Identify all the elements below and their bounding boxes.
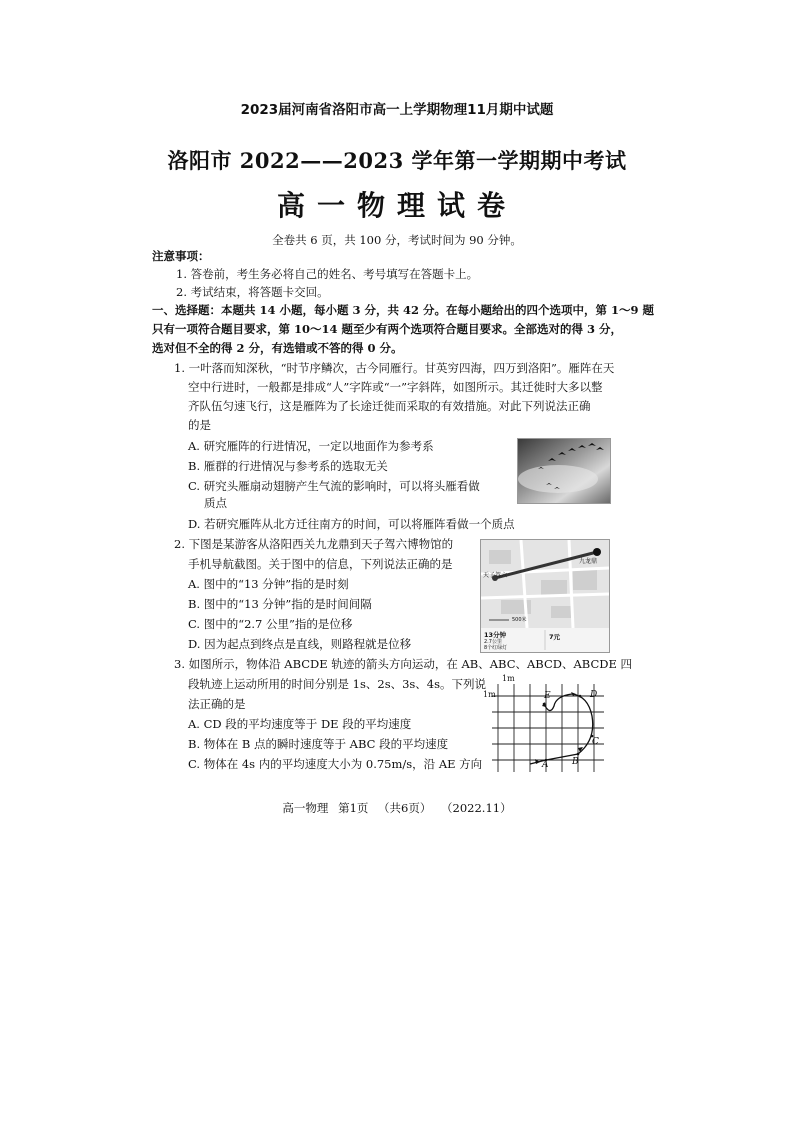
document-top-title: 2023届河南省洛阳市高一上学期物理11月期中试题 [240,102,554,118]
q3-stem-line: 法正确的是 [188,697,246,711]
q3-stem-line: 段轨迹上运动所用的时间分别是 1s、2s、3s、4s。下列说 [188,677,487,691]
exam-intro: 全卷共 6 页，共 100 分，考试时间为 90 分钟。 [272,233,522,247]
navigation-map [480,539,610,653]
q3-option-a: A. CD 段的平均速度等于 DE 段的平均速度 [188,717,412,731]
route-time: 13分钟 [484,631,507,639]
unit-label-y: 1m [483,690,496,699]
q2-option-d: D. 因为起点到终点是直线，则路程就是位移 [188,637,412,651]
point-e-label: E [544,691,551,701]
page-footer: 高一物理 第1页 （共6页） （2022.11） [282,801,512,815]
q1-option-c: C. 研究头雁扇动翅膀产生气流的影响时，可以将头雁看做 [188,479,480,493]
section-instructions-line: 只有一项符合题目要求，第 10～14 题至少有两个选项符合题目要求。全部选对的得 3 分， [152,322,623,336]
geese-photo [517,438,611,504]
q1-option-b: B. 雁群的行进情况与参考系的选取无关 [188,459,388,473]
q2-option-b: B. 图中的“13 分钟”指的是时间间隔 [188,597,372,611]
route-price: 7元 [549,633,561,641]
q1-option-c-cont: 质点 [204,496,227,510]
map-start-label: 天子驾六 [483,572,508,579]
note-item: 2. 考试结束，将答题卡交回。 [176,285,329,299]
route-lights: 8个红绿灯 [484,645,508,651]
q1-stem-line: 空中行进时，一般都是排成“人”字阵或“一”字斜阵，如图所示。其迁徙时大多以整 [188,380,603,394]
map-end-label: 九龙鼎 [579,558,598,565]
q1-stem-line: 1. 一叶落而知深秋，“时节序鳞次，古今同雁行。甘英穷四海，四万到洛阳”。雁阵在天 [174,361,615,375]
q1-option-d: D. 若研究雁阵从北方迁往南方的时间，可以将雁阵看做一个质点 [188,517,515,531]
section-instructions-line: 一、选择题：本题共 14 小题，每小题 3 分，共 42 分。在每小题给出的四个选项中，第 1～9 题 [152,303,655,317]
q1-stem-line: 的是 [188,418,211,432]
q2-option-c: C. 图中的“2.7 公里”指的是位移 [188,617,353,631]
q1-option-a: A. 研究雁阵的行进情况，一定以地面作为参考系 [188,439,434,453]
section-instructions-line: 选对但不全的得 2 分，有选错或不答的得 0 分。 [152,341,403,355]
point-d-label: D [590,690,598,700]
notes-heading: 注意事项： [152,249,210,263]
map-scale: 500米 [512,617,527,623]
q2-stem-line: 手机导航截图。关于图中的信息，下列说法正确的是 [188,557,453,571]
q3-stem-line: 3. 如图所示，物体沿 ABCDE 轨迹的箭头方向运动，在 AB、ABC、ABCD、ABCDE 四 [174,657,633,671]
subject-title: 高一物理试卷 [276,189,517,222]
trajectory-path [530,694,593,764]
q3-option-b: B. 物体在 B 点的瞬时速度等于 ABC 段的平均速度 [188,737,449,751]
note-item: 1. 答卷前，考生务必将自己的姓名、考号填写在答题卡上。 [176,267,479,281]
route-end-icon [593,548,601,556]
route-distance: 2.7公里 [484,639,502,645]
q1-stem-line: 齐队伍匀速飞行，这是雁阵为了长途迁徙而采取的有效措施。对此下列说法正确 [188,399,591,413]
trajectory-diagram [480,676,608,776]
exam-title: 洛阳市 2022——2023 学年第一学期期中考试 [167,148,627,173]
unit-label-x: 1m [502,674,515,683]
point-a-label: A [542,760,549,770]
point-b-label: B [572,757,579,767]
point-c-label: C [592,737,599,747]
q2-stem-line: 2. 下图是某游客从洛阳西关九龙鼎到天子驾六博物馆的 [174,537,454,551]
q3-option-c: C. 物体在 4s 内的平均速度大小为 0.75m/s，沿 AE 方向 [188,757,483,771]
q2-option-a: A. 图中的“13 分钟”指的是时刻 [188,577,349,591]
